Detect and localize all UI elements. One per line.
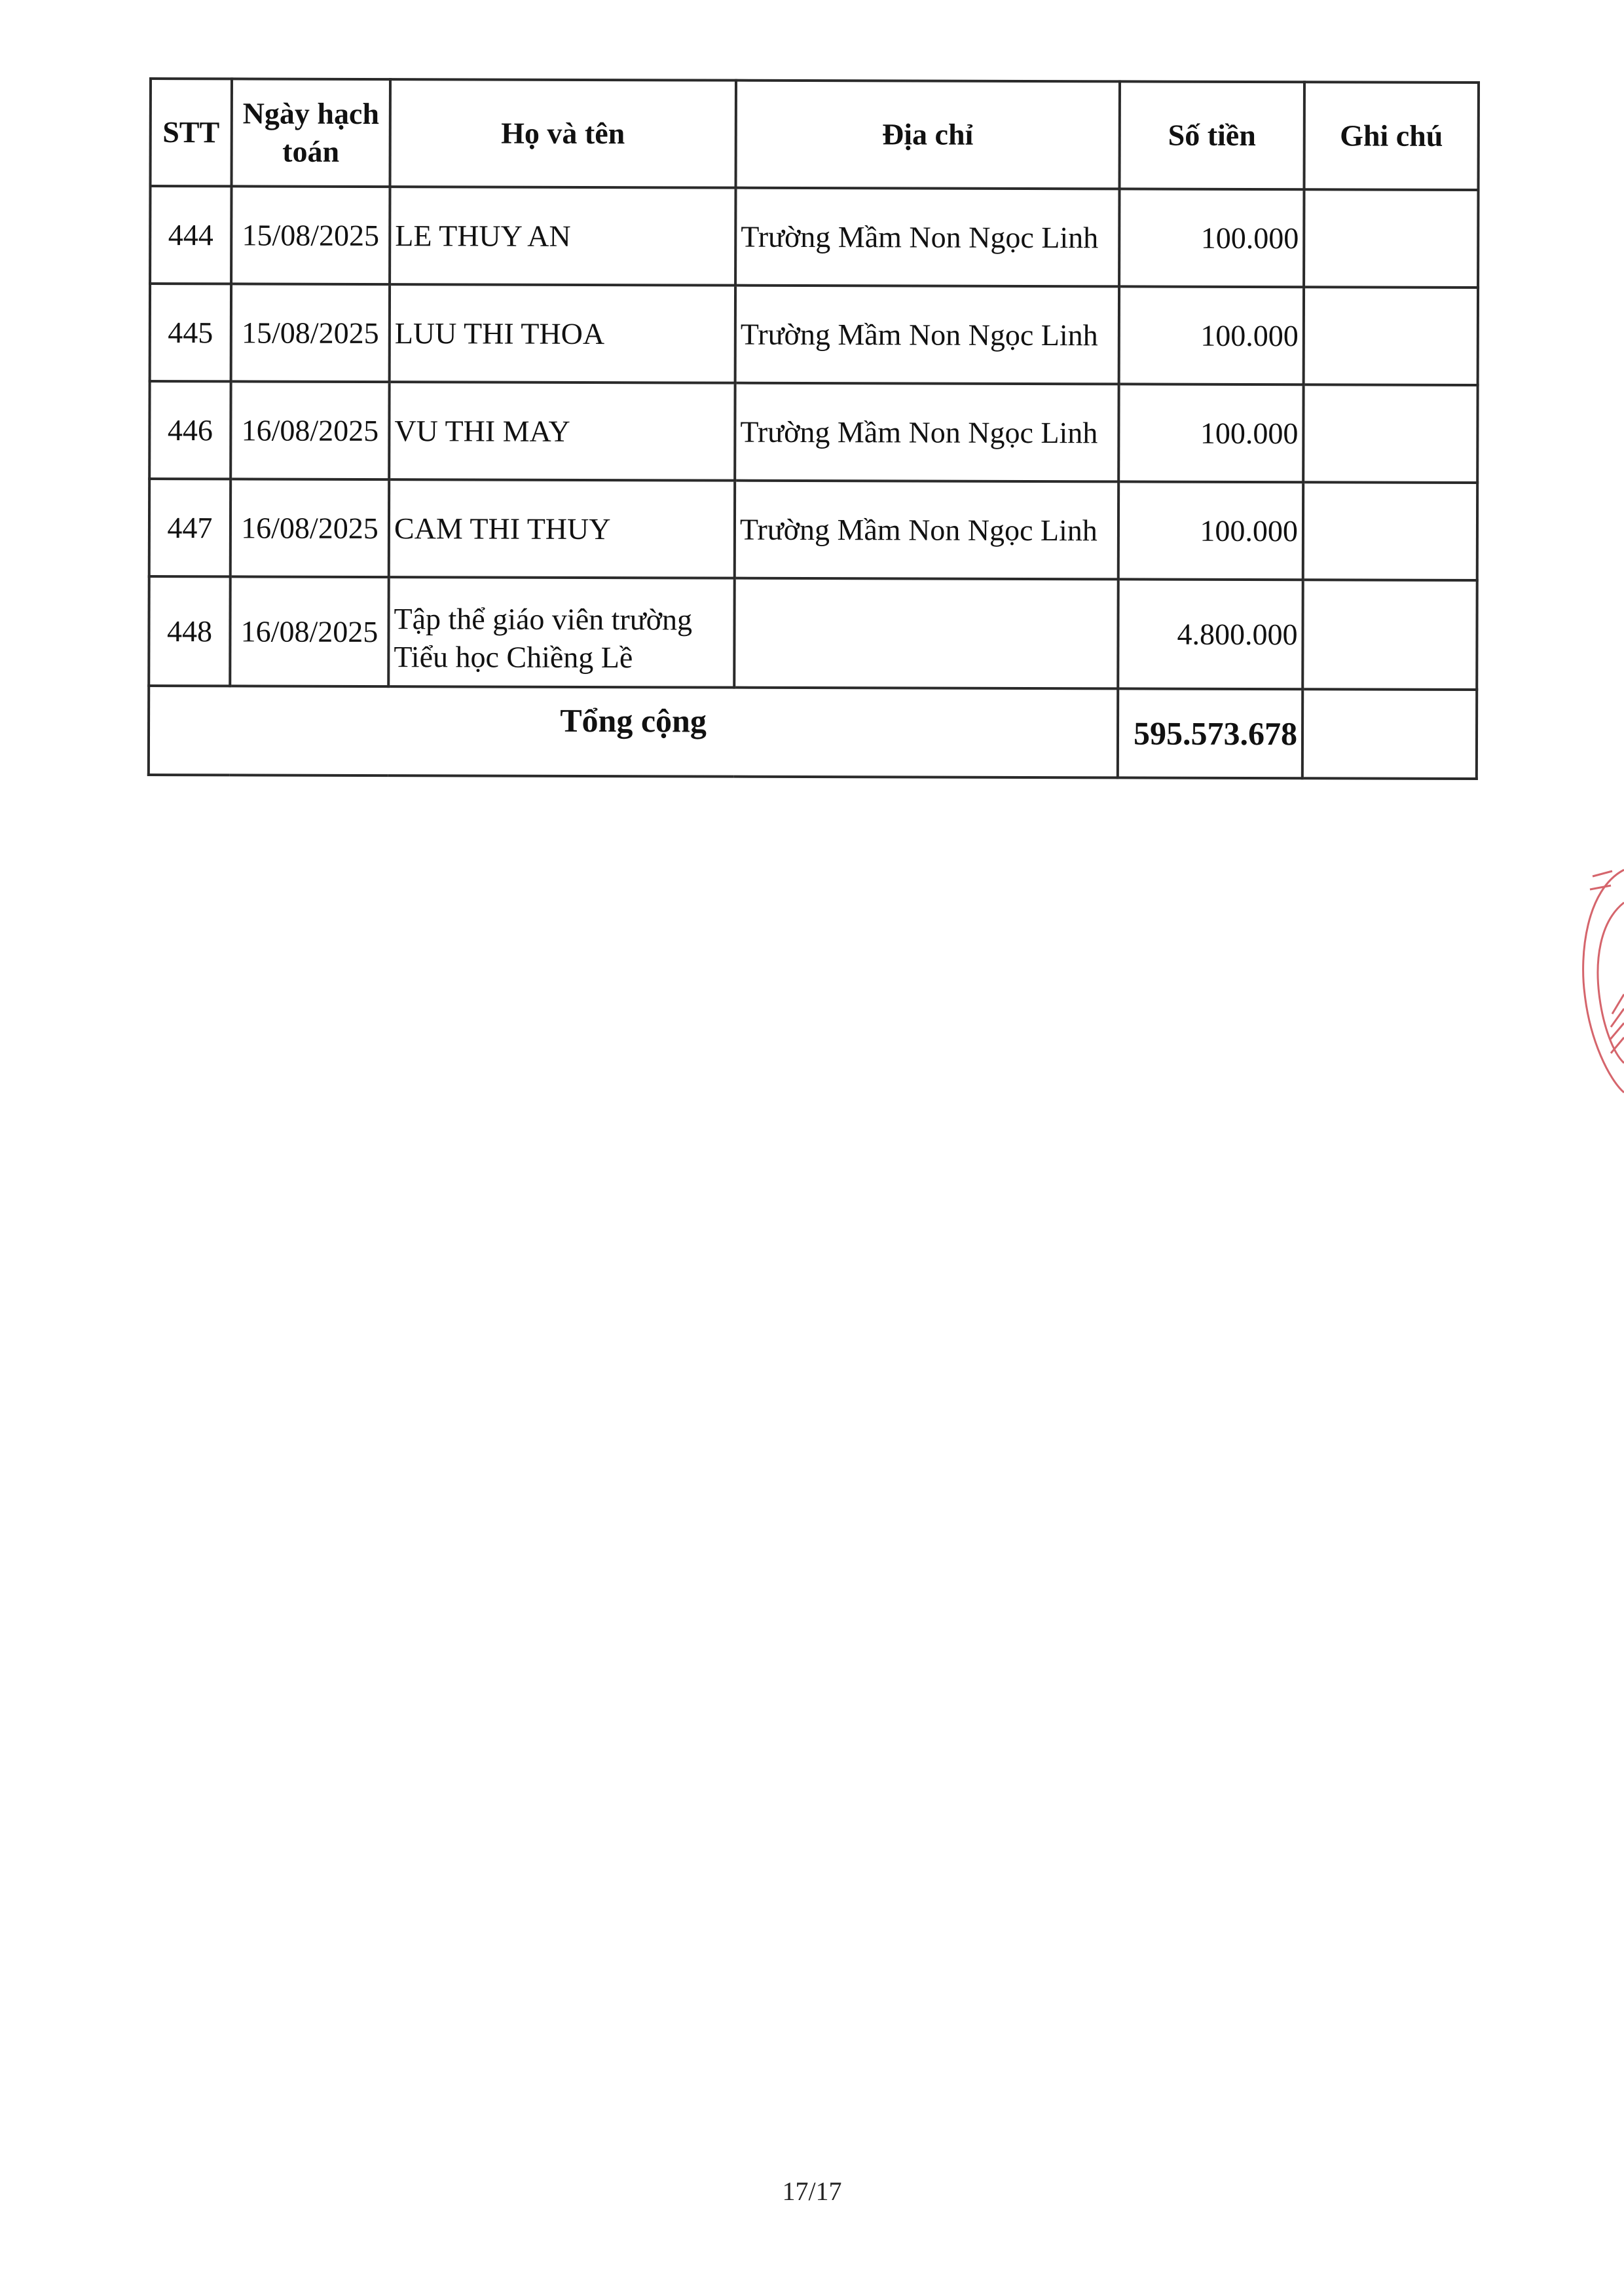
total-row [149, 686, 1477, 779]
table-row [150, 284, 1478, 385]
row-name: Tập thể giáo viên trường Tiểu học Chiềng Lề [388, 577, 734, 688]
row-address: Trường Mầm Non Ngọc Linh [735, 383, 1118, 482]
row-amount: 100.000 [1119, 189, 1304, 287]
row-name: LE THUY AN [390, 187, 735, 286]
header-note: Ghi chú [1304, 82, 1478, 190]
total-label: Tổng cộng [149, 686, 1118, 777]
row-address: Trường Mầm Non Ngọc Linh [735, 286, 1119, 384]
row-date: 16/08/2025 [231, 381, 389, 479]
total-amount: 595.573.678 [1118, 688, 1302, 778]
row-stt: 445 [150, 284, 231, 381]
header-date: Ngày hạch toán [232, 79, 390, 187]
row-note [1302, 580, 1477, 690]
table-row [150, 186, 1478, 288]
row-address: Trường Mầm Non Ngọc Linh [735, 481, 1118, 580]
table-header-row [151, 79, 1479, 190]
row-date: 15/08/2025 [231, 284, 390, 382]
row-address: Trường Mầm Non Ngọc Linh [735, 188, 1119, 287]
table-row [149, 381, 1477, 483]
row-stt: 444 [150, 186, 231, 284]
donation-table [147, 77, 1480, 780]
header-address: Địa chỉ [736, 81, 1120, 189]
row-date: 15/08/2025 [231, 186, 390, 284]
row-name: VU THI MAY [389, 382, 735, 481]
row-stt: 447 [149, 479, 231, 576]
row-address [734, 578, 1118, 689]
row-amount: 100.000 [1119, 286, 1304, 384]
table-row [149, 479, 1477, 580]
row-name: CAM THI THUY [389, 479, 735, 578]
row-note [1304, 189, 1478, 288]
header-stt: STT [151, 79, 232, 186]
page-number: 17/17 [782, 2176, 842, 2206]
row-note [1303, 482, 1477, 580]
row-amount: 100.000 [1118, 481, 1303, 580]
header-name: Họ và tên [390, 79, 736, 188]
row-amount: 4.800.000 [1118, 579, 1302, 689]
row-stt: 446 [149, 381, 231, 479]
row-note [1304, 287, 1478, 385]
header-amount: Số tiền [1120, 81, 1304, 189]
row-note [1303, 384, 1477, 483]
row-amount: 100.000 [1118, 384, 1303, 482]
row-date: 16/08/2025 [231, 479, 389, 577]
total-note [1302, 689, 1477, 779]
red-seal-fragment-icon [1573, 863, 1624, 1099]
row-stt: 448 [149, 576, 230, 686]
row-date: 16/08/2025 [230, 576, 388, 686]
row-name: LUU THI THOA [390, 284, 735, 383]
table-row [149, 576, 1477, 690]
